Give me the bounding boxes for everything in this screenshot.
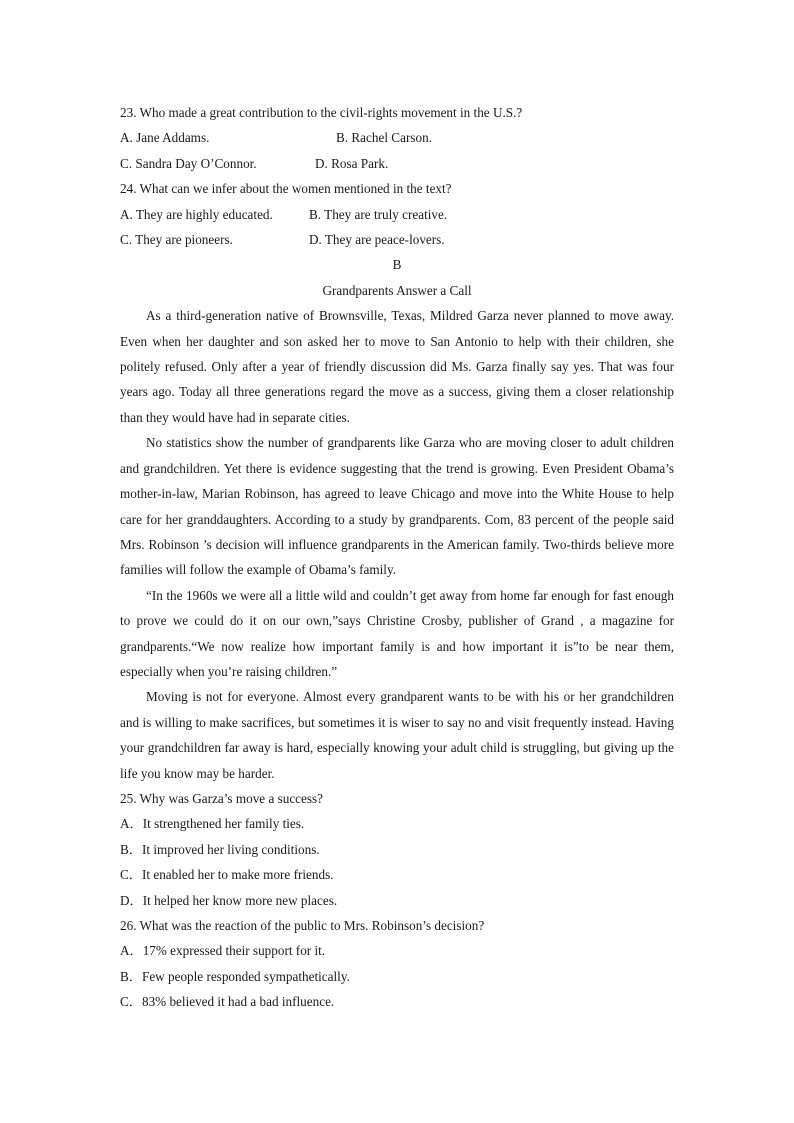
section-label: B [392, 257, 402, 273]
q23-options-row-1 [120, 125, 674, 150]
passage-paragraph-2: No statistics show the number of grandparents like Garza who are moving closer to adult children and grandchildren. Yet there is evidence suggesting that the trend is growing. Even President Obama’s mother-in-law, Marian Robinson, has agreed to leave Chicago and move into the White House to help care for her granddaughters. According to a study by grandparents. Com, 83 percent of the people said Mrs. Robinson ’s decision will influence grandparents in the American family. Two-thirds believe more families will follow the example of Obama’s family. [120, 435, 674, 578]
q24-option-a: A. They are highly educated. [120, 206, 273, 222]
q24-stem: 24. What can we infer about the women mentioned in the text? [120, 181, 452, 197]
q25-stem: 25. Why was Garza’s move a success? [120, 790, 323, 806]
q23-stem: 23. Who made a great contribution to the civil-rights movement in the U.S.? [120, 105, 523, 120]
q26-stem: 26. What was the reaction of the public to Mrs. Robinson’s decision? [120, 918, 485, 933]
q25-option-d: D．It helped her know more new places. [120, 892, 338, 908]
q23-option-c: C. Sandra Day O’Connor. [120, 155, 257, 171]
q26-option-a: A．17% expressed their support for it. [120, 943, 326, 959]
q23-options-row-2 [120, 151, 674, 176]
q23-option-b: B. Rachel Carson. [336, 130, 432, 146]
passage-paragraph-1: As a third-generation native of Brownsville, Texas, Mildred Garza never planned to move away. Even when her daughter and son asked her to move to San Antonio to help with their children, she politely refused. Only after a year of friendly discussion did Ms. Garza finally say yes. That was four years ago. Today all three generations regard the move as a success, giving them a closer relationship than they would have had in separate cities. [120, 308, 674, 425]
q24-options-row-2 [120, 227, 674, 252]
q24-option-d: D. They are peace-lovers. [309, 232, 445, 248]
passage-paragraph-4: Moving is not for everyone. Almost every grandparent wants to be with his or her grandchildren and is willing to make sacrifices, but sometimes it is wiser to say no and visit frequently instead. Having your grandchildren far away is hard, especially knowing your adult child is struggling, but giving up the life you know may be harder. [120, 689, 674, 781]
q24-options-row-1 [120, 202, 674, 227]
passage-paragraph-3: “In the 1960s we were all a little wild and couldn’t get away from home far enough for fast enough to prove we could do it on our own,”says Christine Crosby, publisher of Grand , a magazine for grandparents.“We now realize how important family is and how important it is”to be near them, especially when you’re raising children.” [120, 587, 674, 679]
q23-option-a: A. Jane Addams. [120, 130, 210, 146]
exam-page [120, 100, 674, 1015]
q23-option-d: D. Rosa Park. [315, 155, 389, 171]
q24-option-b: B. They are truly creative. [309, 206, 448, 222]
q26-option-b: B．Few people responded sympathetically. [120, 968, 350, 984]
q25-option-c: C．It enabled her to make more friends. [120, 867, 334, 883]
q25-option-b: B．It improved her living conditions. [120, 841, 320, 857]
q25-option-a: A．It strengthened her family ties. [120, 816, 305, 832]
passage-title: Grandparents Answer a Call [322, 282, 472, 298]
q24-option-c: C. They are pioneers. [120, 232, 233, 248]
q26-option-c: C．83% believed it had a bad influence. [120, 994, 335, 1010]
